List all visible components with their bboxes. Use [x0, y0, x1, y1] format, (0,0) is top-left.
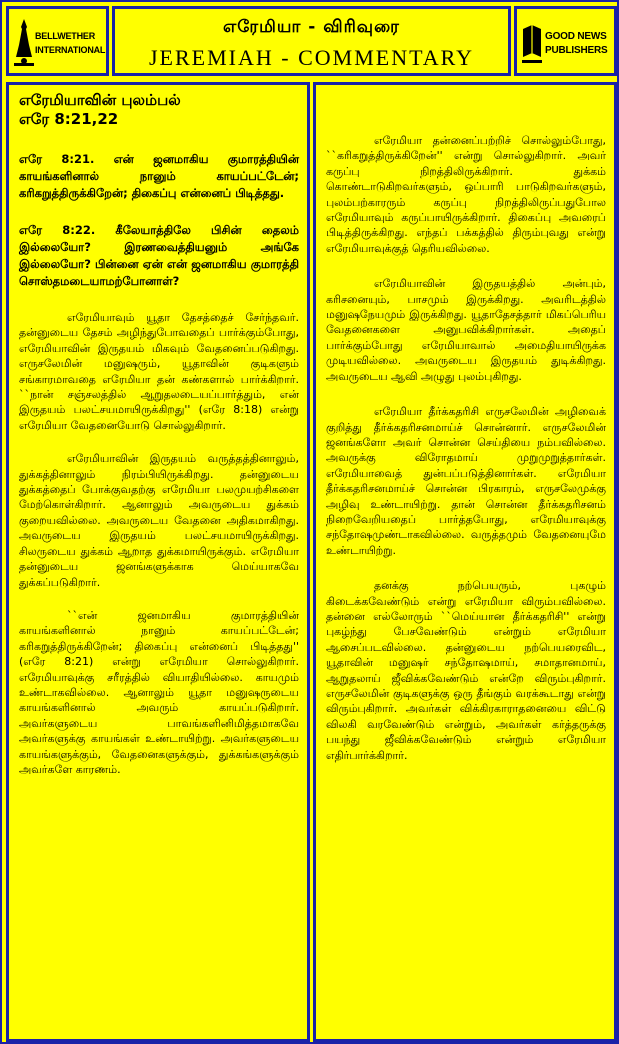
verse-8-22: எரே 8:22. கீலேயாத்திலே பிசின் தைலம் இல்லையோ? இரணவைத்தியனும் அங்கே இல்லையோ? பின்னை ஏன் என் ஜனமாகிய குமாரத்தி சொஸ்தமடையாமற்போனாள்?	[19, 223, 299, 288]
left-column	[6, 82, 310, 1042]
section-title	[19, 91, 299, 129]
book-icon	[521, 17, 543, 67]
verse-8-21: எரே 8:21. என் ஜனமாகிய குமாரத்தியின் காயங்களினால் நானும் காயப்பட்டேன்; கரிகறுத்திருக்கிறேன்; திகைப்பு என்னைப் பிடித்தது.	[19, 152, 299, 200]
paragraph: தனக்கு நற்பெயரும், புகழும் கிடைக்கவேண்டும் என்று எரேமியா விரும்பவில்லை. தன்னை எல்லோரும் ``மெய்யான தீர்க்கதரிசி'' என்று புகழ்ந்து பேசவேண்டும் என்றும் எரேமியா ஆசைப்படவில்லை. தன்னுடைய நற்பெயரைவிட, யூதாவின் மனுஷர் சந்தோஷமாய், சமாதானமாய், ஆறுதலாய் ஜீவிக்கவேண்டும் என்றே விரும்புகிறார். எருசலேமின் குடிகளுக்கு ஒரு தீங்கும் வரக்கூடாது என்று விரும்புகிறார். அவர்கள் விக்கிரகாராதனையை விட்டு விலகி வரவேண்டும் என்றும், அவர்கள் கர்த்தருக்கு பயந்து ஜீவிக்கவேண்டும் என்றும் எரேமியா எதிர்பார்க்கிறார்.	[326, 579, 606, 762]
title-english: JEREMIAH - COMMENTARY	[148, 45, 475, 70]
publisher-right-line2: PUBLISHERS	[545, 45, 608, 56]
publisher-left-line1: BELLWETHER	[35, 31, 95, 41]
section-title-line1: எரேமியாவின் புலம்பல்	[19, 91, 181, 109]
publisher-logo-right	[514, 6, 617, 76]
right-column	[313, 82, 617, 1042]
paragraph: ``என் ஜனமாகிய குமாரத்தியின் காயங்களினால் நானும் காயப்பட்டேன்; கரிகறுத்திருக்கிறேன்; திகைப்பு என்னைப் பிடித்தது'' (எரே 8:21) என்று எரேமியா சொல்லுகிறார். எரேமியாவுக்கு சரீரத்தில் வியாதியில்லை. காயமும் உண்டாகவில்லை. ஆனாலும் யூதா மனுஷருடைய காயங்களினால் அவரும் காயப்படுகிறார். அவர்களுடைய பாவங்களினிமித்தமாகவே அவர்களுக்கு காயங்கள் உண்டாயிற்று. அவர்களுடைய காயங்களுக்கும், வேதனைகளுக்கும், துக்கங்களுக்கும் அவர்களே காரணம்.	[19, 608, 299, 776]
paragraph: எரேமியாவின் இருதயத்தில் அன்பும், கரிசனையும், பாசமும் இருக்கிறது. அவரிடத்தில் மனுஷநேயமும் இருக்கிறது. யூதாதேசத்தார் மிகப்பெரிய வேதனைகளை அனுபவிக்கிறார்கள். அதைப் பார்க்கும்போது எரேமியாவால் அமைதியாயிருக்க முடியவில்லை. அவருடைய இருதயம் துடிக்கிறது. அவருடைய ஆவி அழுது புலம்புகிறது.	[326, 277, 606, 383]
paragraph: எரேமியா தன்னைப்பற்றிச் சொல்லும்போது, ``கரிகறுத்திருக்கிறேன்'' என்று சொல்லுகிறார். அவர் கருப்பு நிறத்திலிருக்கிறார். துக்கம் கொண்டாடுகிறவர்களும், ஒப்பாரி பாடுகிறவர்களும், புலம்பற்காரரும் கருப்பு நிறத்திலிருப்பதுபோல எரேமியாவும் கருப்பாயிருக்கிறார். திகைப்பு அவரைப் பிடித்திருக்கிறது. எந்தப் பக்கத்தில் திரும்புவது என்று எரேமியாவுக்குத் தெரியவில்லை.	[326, 134, 606, 255]
page-header	[4, 4, 619, 78]
title-box	[112, 6, 511, 76]
bell-icon	[13, 17, 35, 67]
paragraph: எரேமியா தீர்க்கதரிசி எருசலேமின் அழிவைக் குறித்து தீர்க்கதரிசனமாய்ச் சொன்னார். எருசலேமின் ஜனங்களோ அவர் சொன்ன செய்தியை நம்பவில்லை. அவருக்கு விரோதமாய் முறுமுறுத்தார்கள். எரேமியாவைத் துன்பப்படுத்தினார்கள். எரேமியா தீர்க்கதரிசனமாய்ச் சொன்ன பிரகாரம், எருசலேமுக்கு அழிவு உண்டாயிற்று. தான் சொன்ன தீர்க்கதரிசனம் நிறைவேறியதைப் பார்த்தபோது, எரேமியாவுக்கு சந்தோஷமுண்டாகவில்லை. வருத்தமும் வேதனையுமே உண்டாயிற்று.	[326, 405, 606, 557]
section-title-line2: எரே 8:21,22	[19, 110, 119, 128]
title-tamil: எரேமியா - விரிவுரை	[223, 17, 400, 37]
publisher-left-line2: INTERNATIONAL	[35, 45, 106, 55]
paragraph: எரேமியாவும் யூதா தேசத்தைச் சேர்ந்தவர். தன்னுடைய தேசம் அழிந்துபோவதைப் பார்க்கும்போது, எரேமியாவின் இருதயம் மிகவும் வேதனைப்படுகிறது. எருசலேமின் மனுஷரும், யூதாவின் குடிகளும் சங்காரமாவதை எரேமியா தன் கண்களால் பார்க்கிறார். ``நான் சஞ்சலத்தில் ஆறுதலடையப்பார்த்தும், என் இருதயம் பலட்சயமாயிருக்கிறது'' (எரே 8:18) என்று எரேமியா வேதனையோடு சொல்லுகிறார்.	[19, 311, 299, 432]
paragraph: எரேமியாவின் இருதயம் வருத்தத்தினாலும், துக்கத்தினாலும் நிரம்பியிருக்கிறது. தன்னுடைய துக்கத்தைப் போக்குவதற்கு எரேமியா பலமுயற்சிகளை மேற்கொள்கிறார். ஆனாலும் அவருடைய துக்கம் குறையவில்லை. அவருடைய வேதனை அதிகமாகிறது. அவருடைய இருதயம் பலட்சயமாயிருக்கிறது. சிலருடைய துக்கம் ஆறாத துக்கமாயிருக்கும். எரேமியா தன்னுடைய ஜனங்களுக்காக மெய்யாகவே துக்கப்படுகிறார்.	[19, 452, 299, 589]
publisher-logo-left	[6, 6, 109, 76]
publisher-right-line1: GOOD NEWS	[545, 31, 607, 42]
